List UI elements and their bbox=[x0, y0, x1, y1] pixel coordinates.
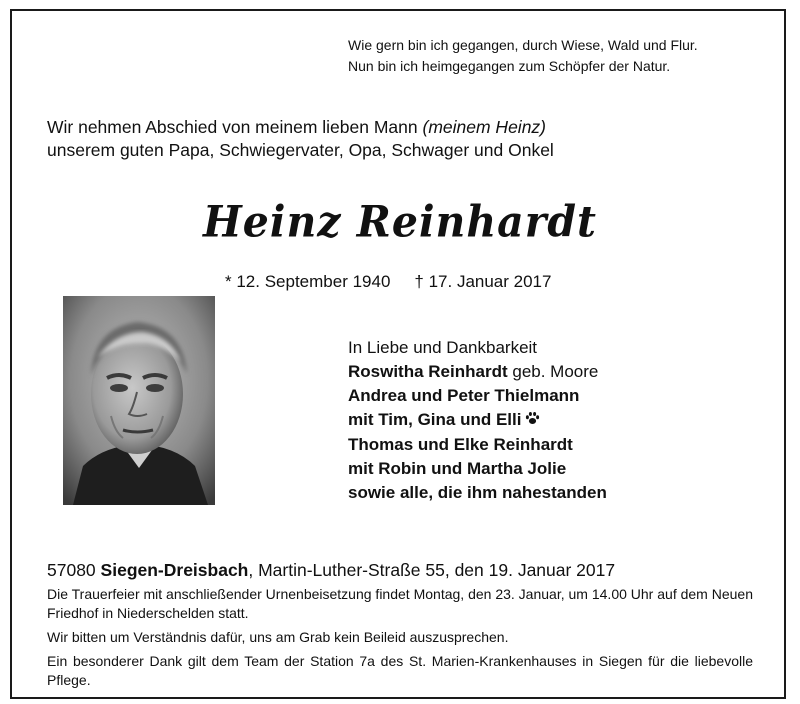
intro-line-1 bbox=[47, 116, 554, 139]
wife-maiden-name: geb. Moore bbox=[512, 362, 599, 381]
poem bbox=[348, 35, 698, 77]
mourners-others: sowie alle, die ihm nahestanden bbox=[348, 482, 607, 502]
mourner-wife bbox=[348, 360, 607, 384]
mourner-family-1: Andrea und Peter Thielmann bbox=[348, 386, 580, 405]
intro-nickname: (meinem Heinz) bbox=[422, 117, 546, 137]
death-date: † 17. Januar 2017 bbox=[414, 272, 552, 291]
poem-line-1: Wie gern bin ich gegangen, durch Wiese, Wald und Flur. bbox=[348, 37, 698, 53]
mourner-family-1-children bbox=[348, 408, 607, 433]
family-1-children-text: mit Tim, Gina und Elli bbox=[348, 410, 522, 429]
thanks-note: Ein besonderer Dank gilt dem Team der Station 7a des St. Marien-Krankenhauses in Siegen für die liebevolle Pflege. bbox=[47, 653, 753, 688]
condolence-note: Wir bitten um Verständnis dafür, uns am Grab kein Beileid auszusprechen. bbox=[47, 629, 509, 645]
place-and-date bbox=[47, 560, 615, 581]
funeral-note: Die Trauerfeier mit anschließender Urnenbeisetzung findet Montag, den 23. Januar, um 14.00 Uhr auf dem Neuen Friedhof in Niederschelden statt. bbox=[47, 586, 753, 621]
notes bbox=[47, 585, 753, 695]
deceased-name: Heinz Reinhardt bbox=[203, 196, 597, 248]
paw-icon bbox=[525, 409, 540, 433]
life-dates bbox=[225, 272, 551, 292]
poem-line-2: Nun bin ich heimgegangen zum Schöpfer der Natur. bbox=[348, 58, 671, 74]
town: Siegen-Dreisbach bbox=[100, 560, 249, 580]
birth-date: * 12. September 1940 bbox=[225, 272, 391, 291]
intro-line-2: unserem guten Papa, Schwiegervater, Opa, Schwager und Onkel bbox=[47, 140, 554, 160]
mourner-family-2-children: mit Robin und Martha Jolie bbox=[348, 458, 567, 478]
address-and-date: , Martin-Luther-Straße 55, den 19. Januar 2017 bbox=[248, 560, 616, 580]
intro-text bbox=[47, 116, 554, 162]
portrait-photo bbox=[63, 296, 215, 505]
mourner-family-2: Thomas und Elke Reinhardt bbox=[348, 434, 573, 454]
postal-code: 57080 bbox=[47, 560, 96, 580]
wife-name: Roswitha Reinhardt bbox=[348, 362, 508, 381]
mourners-list bbox=[348, 336, 607, 505]
intro-line-1-text: Wir nehmen Abschied von meinem lieben Mann bbox=[47, 117, 418, 137]
mourners-intro: In Liebe und Dankbarkeit bbox=[348, 338, 538, 357]
